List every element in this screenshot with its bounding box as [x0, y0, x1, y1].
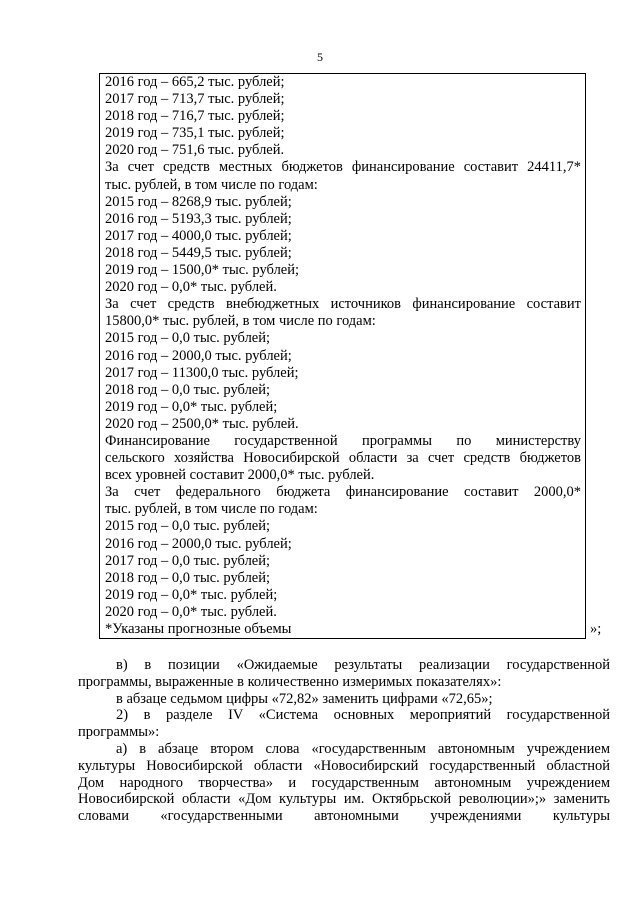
financing-line: 2018 год – 5449,5 тыс. рублей; [105, 244, 292, 261]
amendment-text [78, 657, 610, 825]
financing-line: 2020 год – 0,0* тыс. рублей. [105, 279, 277, 296]
financing-line: 2018 год – 0,0 тыс. рублей; [105, 381, 271, 398]
financing-line: *Указаны прогнозные объемы [105, 621, 292, 637]
paragraph-line: программы, выраженные в количественно измеримых показателях»: [78, 673, 502, 690]
financing-line: 2017 год – 4000,0 тыс. рублей; [105, 227, 292, 244]
financing-line: 2018 год – 0,0 тыс. рублей; [105, 569, 271, 586]
paragraph-line: а) в абзаце втором слова «государственным автономным учреждением [116, 740, 610, 757]
financing-line: 2020 год – 2500,0* тыс. рублей. [105, 415, 299, 432]
financing-line: сельского хозяйства Новосибирской области за счет средств бюджетов [105, 450, 581, 467]
closing-quote: »; [590, 621, 602, 637]
financing-line: 2016 год – 5193,3 тыс. рублей; [105, 210, 292, 227]
financing-line: 2019 год – 1500,0* тыс. рублей; [105, 262, 300, 279]
paragraph-line: Новосибирской области «Дом культуры им. Октябрьской революции»;» заменить [78, 791, 610, 808]
financing-line: 2015 год – 8268,9 тыс. рублей; [105, 193, 292, 210]
paragraph-line: 2) в разделе IV «Система основных мероприятий государственной [116, 707, 610, 724]
paragraph-line: культуры Новосибирской области «Новосибирский государственный областной [78, 757, 610, 774]
paragraph-line: словами «государственными автономными учреждениями культуры [78, 808, 610, 825]
financing-line: 15800,0* тыс. рублей, в том числе по годам: [105, 313, 376, 330]
financing-line: 2016 год – 2000,0 тыс. рублей; [105, 535, 292, 552]
financing-line: тыс. рублей, в том числе по годам: [105, 176, 318, 193]
financing-line: 2016 год – 665,2 тыс. рублей; [105, 74, 285, 90]
page-number: 5 [317, 50, 323, 64]
financing-line: За счет федерального бюджета финансирование составит 2000,0* [105, 484, 581, 501]
financing-line: 2017 год – 0,0 тыс. рублей; [105, 552, 271, 569]
paragraph-line: Дом народного творчества» и государственным автономным учреждением [78, 774, 610, 791]
financing-line: 2015 год – 0,0 тыс. рублей; [105, 330, 271, 347]
paragraph-line: в) в позиции «Ожидаемые результаты реализации государственной [116, 657, 610, 673]
financing-line: 2019 год – 0,0* тыс. рублей; [105, 586, 278, 603]
financing-table-cell [99, 73, 586, 639]
paragraph-line: программы»: [78, 724, 160, 741]
financing-line: всех уровней составит 2000,0* тыс. рублей. [105, 467, 375, 484]
financing-line: 2015 год – 0,0 тыс. рублей; [105, 518, 271, 535]
financing-line: 2019 год – 0,0* тыс. рублей; [105, 398, 278, 415]
financing-line: За счет средств внебюджетных источников финансирование составит [105, 296, 581, 313]
financing-line: 2020 год – 751,6 тыс. рублей. [105, 142, 285, 159]
financing-text-block [105, 74, 581, 638]
financing-line: Финансирование государственной программы по министерству [105, 432, 581, 449]
financing-line: 2017 год – 713,7 тыс. рублей; [105, 91, 285, 108]
financing-line: За счет средств местных бюджетов финансирование составит 24411,7* [105, 159, 581, 176]
financing-line: 2016 год – 2000,0 тыс. рублей; [105, 347, 292, 364]
financing-line: 2020 год – 0,0* тыс. рублей. [105, 603, 277, 620]
paragraph-line: в абзаце седьмом цифры «72,82» заменить цифрами «72,65»; [116, 690, 493, 707]
financing-line: тыс. рублей, в том числе по годам: [105, 501, 318, 518]
financing-line: 2018 год – 716,7 тыс. рублей; [105, 108, 285, 125]
financing-line: 2017 год – 11300,0 тыс. рублей; [105, 364, 299, 381]
financing-line: 2019 год – 735,1 тыс. рублей; [105, 125, 285, 142]
